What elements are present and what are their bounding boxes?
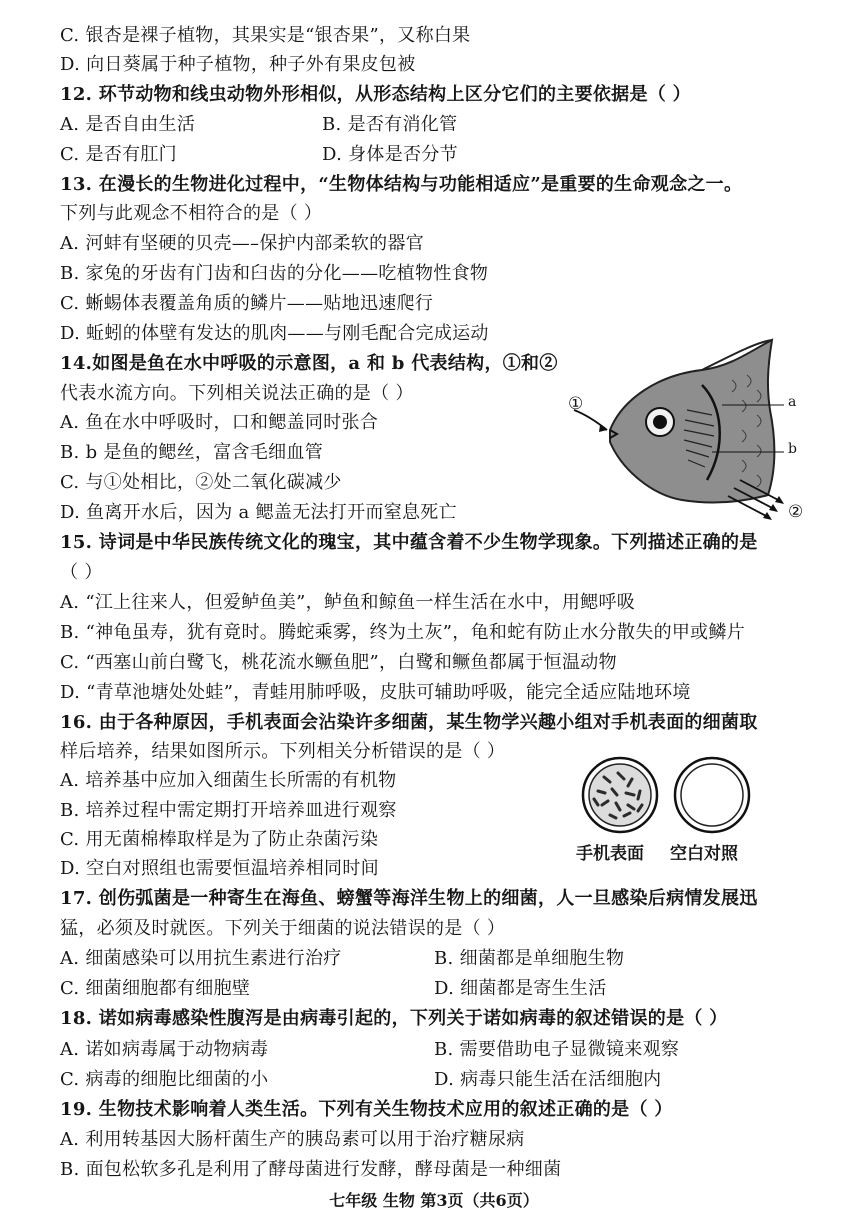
q12-option-a: A. 是否自由生活 — [60, 114, 196, 135]
q16-stem-line2: 样后培养，结果如图所示。下列相关分析错误的是（ ） — [60, 741, 506, 762]
q15-option-c: C. “西塞山前白鹭飞，桃花流水鳜鱼肥”，白鹭和鳜鱼都属于恒温动物 — [60, 652, 617, 673]
q13-option-b: B. 家兔的牙齿有门齿和臼齿的分化——吃植物性食物 — [60, 263, 489, 284]
q17-stem-line1: 17. 创伤弧菌是一种寄生在海鱼、螃蟹等海洋生物上的细菌，人一旦感染后病情发展迅 — [60, 888, 758, 909]
q16-option-d: D. 空白对照组也需要恒温培养相同时间 — [60, 858, 379, 879]
q15-stem-line2: （ ） — [60, 562, 103, 583]
q18-option-c: C. 病毒的细胞比细菌的小 — [60, 1069, 269, 1090]
q17-stem-line2: 猛，必须及时就医。下列关于细菌的说法错误的是（ ） — [60, 918, 506, 939]
fish-diagram — [562, 330, 812, 530]
q16-option-a: A. 培养基中应加入细菌生长所需的有机物 — [60, 770, 397, 791]
q15-option-a: A. “江上往来人，但爱鲈鱼美”，鲈鱼和鲸鱼一样生活在水中，用鳃呼吸 — [60, 592, 636, 613]
flow-out-label: ② — [788, 502, 804, 522]
flow-in-label: ① — [568, 394, 584, 414]
q13-option-a: A. 河蚌有坚硬的贝壳—–保护内部柔软的器官 — [60, 233, 425, 254]
q15-option-d: D. “青草池塘处处蛙”，青蛙用肺呼吸，皮肤可辅助呼吸，能完全适应陆地环境 — [60, 682, 691, 703]
q18-option-d: D. 病毒只能生活在活细胞内 — [434, 1069, 662, 1090]
phone-surface-label: 手机表面 — [576, 844, 644, 864]
q15-option-b: B. “神龟虽寿，犹有竟时。腾蛇乘雾，终为土灰”，龟和蛇有防止水分散失的甲或鳞片 — [60, 622, 746, 643]
page-footer: 七年级 生物 第3页（共6页） — [329, 1191, 539, 1210]
q17-option-a: A. 细菌感染可以用抗生素进行治疗 — [60, 948, 342, 969]
fish-respiration-figure — [562, 330, 812, 530]
q12-option-c: C. 是否有肛门 — [60, 144, 177, 165]
q11-option-d: D. 向日葵属于种子植物，种子外有果皮包被 — [60, 54, 416, 75]
q18-option-a: A. 诺如病毒属于动物病毒 — [60, 1039, 269, 1060]
q12-stem: 12. 环节动物和线虫动物外形相似，从形态结构上区分它们的主要依据是（ ） — [60, 84, 691, 105]
q18-option-b: B. 需要借助电子显微镜来观察 — [434, 1039, 680, 1060]
q16-stem-line1: 16. 由于各种原因，手机表面会沾染许多细菌，某生物学兴趣小组对手机表面的细菌取 — [60, 712, 758, 733]
q14-stem-line2: 代表水流方向。下列相关说法正确的是（ ） — [60, 383, 414, 404]
q13-option-c: C. 蜥蜴体表覆盖角质的鳞片——贴地迅速爬行 — [60, 293, 434, 314]
q11-option-c: C. 银杏是裸子植物，其果实是“银杏果”，又称白果 — [60, 25, 471, 46]
q14-option-c: C. 与①处相比，②处二氧化碳减少 — [60, 472, 342, 493]
q14-option-d: D. 鱼离开水后，因为 a 鳃盖无法打开而窒息死亡 — [60, 502, 457, 523]
q12-option-b: B. 是否有消化管 — [322, 114, 458, 135]
blank-control-label: 空白对照 — [670, 844, 738, 864]
q13-option-d: D. 蚯蚓的体壁有发达的肌肉——与刚毛配合完成运动 — [60, 323, 489, 344]
q12-option-d: D. 身体是否分节 — [322, 144, 458, 165]
q19-option-a: A. 利用转基因大肠杆菌生产的胰岛素可以用于治疗糖尿病 — [60, 1129, 525, 1150]
q17-option-d: D. 细菌都是寄生生活 — [434, 978, 607, 999]
q13-stem-line2: 下列与此观念不相符合的是（ ） — [60, 203, 323, 224]
q13-stem-line1: 13. 在漫长的生物进化过程中，“生物体结构与功能相适应”是重要的生命观念之一。 — [60, 174, 743, 195]
petri-dish-figure — [572, 755, 762, 867]
structure-a-label: a — [788, 394, 797, 410]
q14-option-b: B. b 是鱼的鳃丝，富含毛细血管 — [60, 442, 324, 463]
q19-option-b: B. 面包松软多孔是利用了酵母菌进行发酵，酵母菌是一种细菌 — [60, 1159, 562, 1180]
blank-control-dish — [675, 758, 749, 832]
q18-stem: 18. 诺如病毒感染性腹泻是由病毒引起的，下列关于诺如病毒的叙述错误的是（ ） — [60, 1008, 728, 1029]
q14-option-a: A. 鱼在水中呼吸时，口和鳃盖同时张合 — [60, 412, 379, 433]
phone-surface-dish — [583, 758, 657, 832]
q17-option-b: B. 细菌都是单细胞生物 — [434, 948, 625, 969]
q14-stem-line1: 14.如图是鱼在水中呼吸的示意图，a 和 b 代表结构，①和② — [60, 353, 558, 374]
q16-option-b: B. 培养过程中需定期打开培养皿进行观察 — [60, 800, 397, 821]
fish-pupil — [653, 415, 667, 429]
q16-option-c: C. 用无菌棉棒取样是为了防止杂菌污染 — [60, 829, 379, 850]
structure-b-label: b — [788, 441, 797, 457]
petri-dishes — [572, 755, 762, 835]
q15-stem-line1: 15. 诗词是中华民族传统文化的瑰宝，其中蕴含着不少生物学现象。下列描述正确的是 — [60, 532, 758, 553]
q17-option-c: C. 细菌细胞都有细胞壁 — [60, 978, 251, 999]
q19-stem: 19. 生物技术影响着人类生活。下列有关生物技术应用的叙述正确的是（ ） — [60, 1099, 673, 1120]
